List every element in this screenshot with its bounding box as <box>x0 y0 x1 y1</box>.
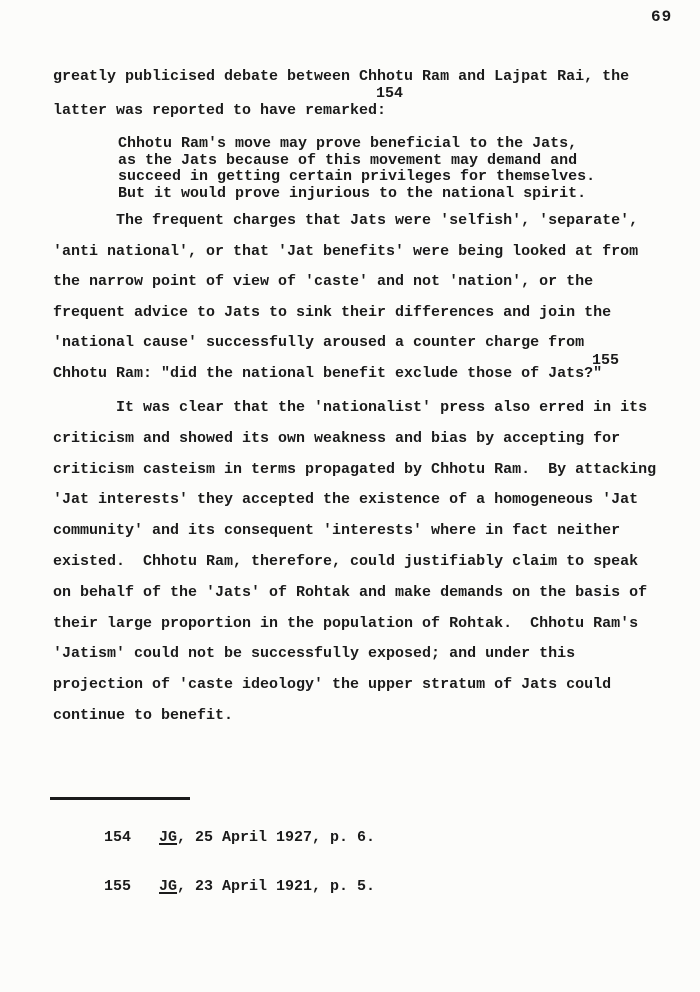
footnote-154 <box>50 813 375 863</box>
text-line: the narrow point of view of 'caste' and not 'nation', or the <box>53 273 594 290</box>
paragraph-3 <box>53 393 656 732</box>
text-line: community' and its consequent 'interests' where in fact neither <box>53 522 621 540</box>
text-line: succeed in getting certain privileges for themselves. <box>118 168 596 185</box>
footnote-number: 155 <box>104 878 132 895</box>
text-line: criticism casteism in terms propagated by Chhotu Ram. By attacking <box>53 460 657 478</box>
paragraph-2 <box>53 206 638 389</box>
footnote-155 <box>50 863 375 913</box>
text-line: as the Jats because of this movement may demand and <box>118 151 578 169</box>
text-line: on behalf of the 'Jats' of Rohtak and make demands on the basis of <box>53 583 648 601</box>
text-line: It was clear that the 'nationalist' press also erred in its <box>53 399 648 416</box>
footnote-separator-rule <box>50 797 190 800</box>
text-line: existed. Chhotu Ram, therefore, could justifiably claim to speak <box>53 552 639 570</box>
text-line: The frequent charges that Jats were 'selfish', 'separate', <box>53 212 639 229</box>
text-line: 'Jatism' could not be successfully exposed; and under this <box>53 645 576 663</box>
text-line: 'national cause' successfully aroused a counter charge from <box>53 334 585 351</box>
text-line: Chhotu Ram's move may prove beneficial to the Jats, <box>118 135 578 152</box>
text-line: 'Jat interests' they accepted the existence of a homogeneous 'Jat <box>53 491 639 509</box>
text-line: criticism and showed its own weakness and bias by accepting for <box>53 429 621 447</box>
footnote-number: 154 <box>104 828 132 846</box>
footnotes <box>50 813 375 912</box>
text-line: frequent advice to Jats to sink their differences and join the <box>53 303 612 321</box>
text-line: latter was reported to have remarked: <box>53 101 387 119</box>
text-line: 'anti national', or that 'Jat benefits' were being looked at from <box>53 242 639 260</box>
footnote-source-abbr: JG <box>159 878 178 895</box>
footnote-source-abbr: JG <box>159 828 178 846</box>
text-line: greatly publicised debate between Chhotu Ram and Lajpat Rai, the <box>53 68 630 85</box>
block-quote <box>118 136 595 202</box>
footnote-citation-text: , 25 April 1927, p. 6. <box>177 828 376 846</box>
footnote-citation-text: , 23 April 1921, p. 5. <box>177 878 376 895</box>
text-line: their large proportion in the population of Rohtak. Chhotu Ram's <box>53 614 639 632</box>
text-line: But it would prove injurious to the national spirit. <box>118 184 587 202</box>
text-line: Chhotu Ram: "did the national benefit exclude those of Jats?" <box>53 364 603 382</box>
text-line: continue to benefit. <box>53 706 234 724</box>
text-line: projection of 'caste ideology' the upper stratum of Jats could <box>53 676 612 694</box>
footnote-ref-154: 154 <box>376 85 404 102</box>
page-number: 69 <box>651 8 673 26</box>
paragraph-intro <box>53 60 629 127</box>
footnote-ref-155: 155 <box>592 352 620 369</box>
